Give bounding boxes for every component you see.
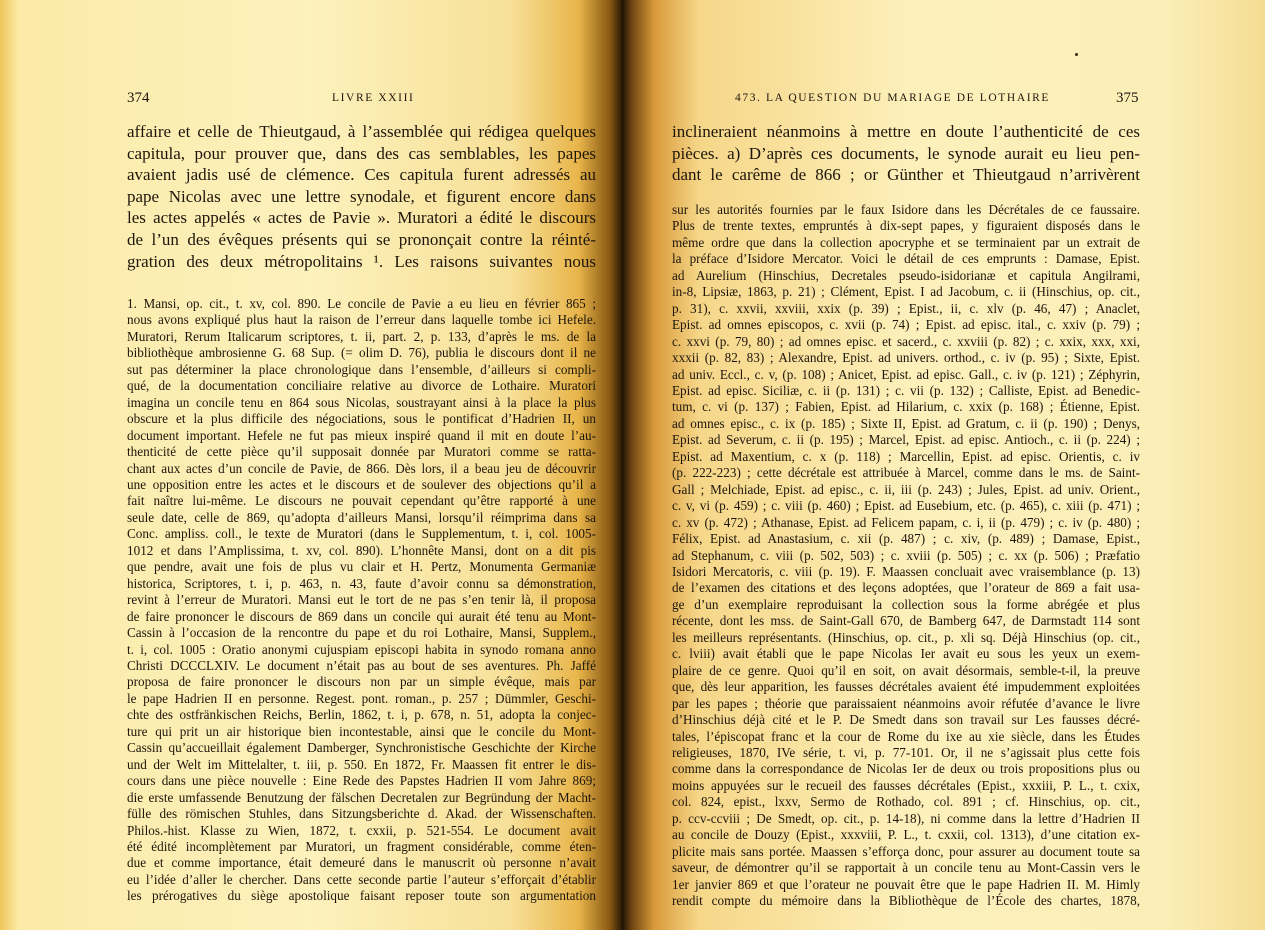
text-line: imagina un concile tenu en 864 sous Nicolas, soustrayant ainsi à la place la plus xyxy=(127,394,596,410)
text-line: été édité incomplètement par Muratori, un fragment considérable, comme éten- xyxy=(127,838,596,854)
text-line: récente, dont les mss. de Saint-Gall 670, de Bamberg 647, de Darmstadt 114 sont xyxy=(672,613,1140,629)
text-line: chte des ostfränkischen Reichs, Berlin, 1862, t. i, p. 678, n. 51, adopta la conjec- xyxy=(127,707,596,723)
text-line: affaire et celle de Thieutgaud, à l’assemblée qui rédigea quelques xyxy=(127,122,596,141)
text-line: pape Nicolas avec une lettre synodale, et figurent encore dans xyxy=(127,186,596,206)
text-line: fülle des römischen Stuhles, dans Sitzungsberichte d. Akad. der Wissenschaften. xyxy=(127,806,596,822)
text-line: xxxii (p. 82, 83) ; Alexandre, Epist. ad univers. orthod., c. iv (p. 95) ; Sixte, Epist. xyxy=(672,350,1140,366)
text-line: bibliothèque ambrosienne G. 68 Sup. (= olim D. 76), publia le discours dont il ne xyxy=(127,345,596,361)
text-line: d’Hinschius déjà cité et le P. De Smedt dans son travail sur Les fausses décré- xyxy=(672,712,1140,728)
footnote xyxy=(127,296,596,905)
text-line: Epist. ad omnes episcopos, c. xvii (p. 74) ; Epist. ad episc. ital., c. xxiv (p. 79) ; xyxy=(672,317,1140,333)
text-line: dant le carême de 866 ; or Günther et Thieutgaud n’arrivèrent xyxy=(672,165,1140,185)
text-line: Cassin à l’occasion de la rencontre du pape et du roi Lothaire, Mansi, Supplem., xyxy=(127,625,596,641)
text-line: tales, l’épiscopat franc et la cour de Rome du ixe au xie siècle, dans les Études xyxy=(672,728,1140,744)
main-text xyxy=(672,121,1140,186)
text-line: même ordre que dans la collection apocryphe et se terminaient par un extrait de xyxy=(672,234,1140,250)
text-line: c. lviii) avait établi que le pape Nicolas Ier avait eu sous les yeux un exem- xyxy=(672,646,1140,662)
text-line: gration des deux métropolitains ¹. Les raisons suivantes nous xyxy=(127,251,596,271)
footnote xyxy=(672,202,1140,909)
text-line: tum, c. vi (p. 137) ; Fabien, Epist. ad Hilarium, c. xxix (p. 168) ; Étienne, Epist. xyxy=(672,399,1140,415)
text-line: 1. Mansi, op. cit., t. xv, col. 890. Le concile de Pavie a eu lieu en février 865 ; xyxy=(127,296,596,311)
text-line: Muratori, Rerum Italicarum scriptores, t. ii, part. 2, p. 133, d’après le ms. de la xyxy=(127,328,596,344)
text-line: les prérogatives du siège apostolique faisant reposer toute son argumentation xyxy=(127,888,596,904)
text-line: revint à l’erreur de Muratori. Mansi eut le tort de ne pas s’en tenir là, il proposa xyxy=(127,592,596,608)
text-line: thenticité de cette pièce qu’il supposait donnée par Muratori comme se ratta- xyxy=(127,444,596,460)
text-line: c. xxvi (p. 79, 80) ; ad omnes episc. et sacerd., c. xxviii (p. 82) ; c. xxix, xxx, xxi, xyxy=(672,333,1140,349)
text-line: eu l’idée d’aller le chercher. Dans cette seconde partie l’auteur s’efforçait d’établir xyxy=(127,871,596,887)
text-line: fait naître lui-même. Le discours ne pouvait cependant qu’être rapporté à une xyxy=(127,493,596,509)
text-line: seule date, celle de 869, qu’adopta d’ailleurs Mansi, lorsqu’il réimprima dans sa xyxy=(127,509,596,525)
text-line: les meilleurs représentants. (Hinschius, op. cit., p. xli sq. Déjà Hinschius (op. cit., xyxy=(672,629,1140,645)
text-line: die erste umfassende Benutzung der fälschen Decretalen zur Begründung der Macht- xyxy=(127,789,596,805)
text-line: due et comme importance, était demeuré dans le manuscrit où personne n’avait xyxy=(127,855,596,871)
text-line: col. 824, epist., lxxv, Sermo de Rothado, col. 891 ; cf. Hinschius, op. cit., xyxy=(672,794,1140,810)
text-line: Félix, Epist. ad Anastasium, c. xii (p. 487) ; c. xiv, (p. 489) ; Damase, Epist., xyxy=(672,531,1140,547)
text-line: saveur, de démontrer qu’il se rapportait à un concile tenu au Mont-Cassin vers le xyxy=(672,860,1140,876)
text-line: sut pas déterminer la place chronologique dans l’ensemble, d’ailleurs si compli- xyxy=(127,361,596,377)
text-line: une opposition entre les actes et le discours et de soulever des objections qu’il a xyxy=(127,476,596,492)
text-line: de l’un des évêques présents qui se prononçait contre la réinté- xyxy=(127,229,596,249)
text-line: qué, de la documentation conciliaire relative au divorce de Lothaire. Muratori xyxy=(127,378,596,394)
text-line: ad univ. Eccl., c. v, (p. 108) ; Anicet, Epist. ad episc. Gall., c. iv (p. 121) ; Zéphyrin, xyxy=(672,366,1140,382)
text-line: document important. Hefele ne fut pas mieux inspiré quand il mit en doute l’au- xyxy=(127,427,596,443)
text-line: Epist. ad episc. Siciliæ, c. ii (p. 131) ; c. vii (p. 132) ; Calliste, Epist. ad Benedic- xyxy=(672,382,1140,398)
text-line: plicite mais sans portée. Maassen s’efforça donc, pour assurer au document toute sa xyxy=(672,843,1140,859)
text-line: ge d’un exemplaire reproduisant la collection sous la forme abrégée et plus xyxy=(672,596,1140,612)
text-line: t. i, col. 1005 : Oratio anonymi cujuspiam episcopi habita in synodo romana anno xyxy=(127,641,596,657)
text-line: 1er janvier 869 et que l’orateur ne pouvait être que le pape Hadrien II. M. Himly xyxy=(672,876,1140,892)
text-line: capitula, pour prouver que, dans des cas semblables, les papes xyxy=(127,143,596,163)
page-number: 374 xyxy=(127,90,150,106)
text-line: par les papes ; théorie que paraissaient néanmoins avoir réfutée d’avance le livre xyxy=(672,695,1140,711)
text-line: de faire prononcer le discours de 869 dans un concile qui aurait été tenu au Mont- xyxy=(127,608,596,624)
text-line: nous avons expliqué plus haut la raison de l’erreur dans laquelle tombe ici Hefele. xyxy=(127,312,596,328)
text-line: obscure et la plus difficile des négociations, sous le pontificat d’Hadrien II, un xyxy=(127,411,596,427)
text-line: la préface d’Isidore Mercator. Voici le détail de ces emprunts : Damase, Epist. xyxy=(672,251,1140,267)
text-line: rendit compte du mémoire dans la Bibliothèque de l’École des chartes, 1878, xyxy=(672,893,1140,909)
running-header: LIVRE XXIII xyxy=(332,92,415,104)
left-page xyxy=(0,0,622,930)
text-line: Epist. ad Maxentium, c. x (p. 118) ; Marcellin, Epist. ad episc. Orientis, c. iv xyxy=(672,448,1140,464)
text-line: avaient jadis usé de clémence. Ces capitula furent adressés au xyxy=(127,165,596,185)
running-header: 473. LA QUESTION DU MARIAGE DE LOTHAIRE xyxy=(735,92,1051,104)
text-line: Cassin qu’accueillait également Damberger, Synchronistische Geschichte der Kirche xyxy=(127,740,596,756)
text-line: p. ccv-ccviii ; De Smedt, op. cit., p. 14-18), ni comme dans la lettre d’Hadrien II xyxy=(672,810,1140,826)
text-line: c. xv (p. 472) ; Athanase, Epist. ad Felicem papam, c. i, ii (p. 479) ; c. iv (p. 480) ; xyxy=(672,514,1140,530)
text-line: que, dès leur apparition, les fausses décrétales avaient été impudemment exploitées xyxy=(672,679,1140,695)
text-line: ad omnes episc., c. ix (p. 185) ; Sixte II, Epist. ad Gratum, c. ii (p. 190) ; Denys, xyxy=(672,415,1140,431)
text-line: Epist. ad Severum, c. ii (p. 195) ; Marcel, Epist. ad episc. Antioch., c. ii (p. 224) ; xyxy=(672,432,1140,448)
text-line: in-8, Lipsiæ, 1863, p. 21) ; Clément, Epist. I ad Jacobum, c. ii (Hinschius, op. cit., xyxy=(672,284,1140,300)
ink-speck xyxy=(1075,53,1078,56)
text-line: proposa de faire prononcer le discours non par un simple évêque, mais par xyxy=(127,674,596,690)
text-line: religieuses, 1870, IVe série, t. vi, p. 77-101. Or, il ne s’agissait plus cette fois xyxy=(672,744,1140,760)
text-line: Conc. ampliss. coll., le texte de Muratori (dans le Supplementum, t. i, col. 1005- xyxy=(127,526,596,542)
text-line: c. v, vi (p. 459) ; c. viii (p. 460) ; Epist. ad Eusebium, etc. (p. 465), c. xiii (p. 471) ; xyxy=(672,498,1140,514)
text-line: Christi DCCCLXIV. Le document n’était pas au bout de ses aventures. Ph. Jaffé xyxy=(127,657,596,673)
text-line: pièces. a) D’après ces documents, le synode aurait eu lieu pen- xyxy=(672,143,1140,163)
text-line: plaire de ce genre. Quoi qu’il en soit, on avait désormais, semble-t-il, la preuve xyxy=(672,662,1140,678)
text-line: le pape Hadrien II en personne. Regest. pont. roman., p. 257 ; Dümmler, Geschi- xyxy=(127,690,596,706)
text-line: de l’examen des citations et des leçons adoptées, que l’orateur de 869 a fait usa- xyxy=(672,580,1140,596)
text-line: Isidori Mercatoris, c. viii (p. 19). F. Maassen concluait avec vraisemblance (p. 13) xyxy=(672,563,1140,579)
text-line: ad Stephanum, c. viii (p. 502, 503) ; c. xviii (p. 505) ; c. xx (p. 506) ; Præfatio xyxy=(672,547,1140,563)
text-line: moins appuyées sur le recueil des fausses décrétales (Epist., xxxiii, P. L., t. cxix, xyxy=(672,777,1140,793)
text-line: que pendre, avait une fois de plus vu clair et H. Pertz, Monumenta Germaniæ xyxy=(127,559,596,575)
text-line: ad Aurelium (Hinschius, Decretales pseudo-isidorianæ et capitula Angilrami, xyxy=(672,267,1140,283)
text-line: comme dans la correspondance de Nicolas Ier de deux ou trois propositions plus ou xyxy=(672,761,1140,777)
page-number: 375 xyxy=(1116,90,1139,106)
text-line: Gall ; Melchiade, Epist. ad episc., c. ii, iii (p. 243) ; Jules, Epist. ad univ. Orient., xyxy=(672,481,1140,497)
text-line: ture qui prit un air historique bien incontestable, ainsi que le concile du Mont- xyxy=(127,723,596,739)
text-line: chant aux actes d’un concile de Pavie, de 866. Dès lors, il a beau jeu de découvrir xyxy=(127,460,596,476)
text-line: und der Welt im Mittelalter, t. iii, p. 550. En 1872, Fr. Maassen fit entrer le dis- xyxy=(127,756,596,772)
main-text xyxy=(127,121,596,272)
text-line: inclineraient néanmoins à mettre en doute l’authenticité de ces xyxy=(672,122,1140,141)
text-line: cours dans une pièce nouvelle : Eine Rede des Papstes Hadrien II vom Jahre 869; xyxy=(127,773,596,789)
text-line: sur les autorités fournies par le faux Isidore dans les Décrétales de ce faussaire. xyxy=(672,202,1140,217)
text-line: Plus de trente textes, empruntés à dix-sept papes, y figuraient disposés dans le xyxy=(672,218,1140,234)
text-line: (p. 222-223) ; cette décrétale est attribuée à Marcel, comme dans le ms. de Saint- xyxy=(672,465,1140,481)
text-line: historica, Scriptores, t. i, p. 463, n. 43, faute d’avoir connu sa démonstration, xyxy=(127,575,596,591)
text-line: Philos.-hist. Klasse zu Wien, 1872, t. cxxii, p. 521-554. Le document avait xyxy=(127,822,596,838)
text-line: au concile de Douzy (Epist., xxxviii, P. L., t. cxxii, col. 1313), d’une citation ex- xyxy=(672,827,1140,843)
right-page xyxy=(622,0,1265,930)
text-line: les actes appelés « actes de Pavie ». Muratori a édité le discours xyxy=(127,208,596,228)
text-line: p. 31), c. xxvii, xxviii, xxix (p. 39) ; Epist., ii, c. xlv (p. 46, 47) ; Anaclet, xyxy=(672,300,1140,316)
text-line: 1012 et dans l’Amplissima, t. xv, col. 890). L’honnête Mansi, dont on a dit pis xyxy=(127,542,596,558)
